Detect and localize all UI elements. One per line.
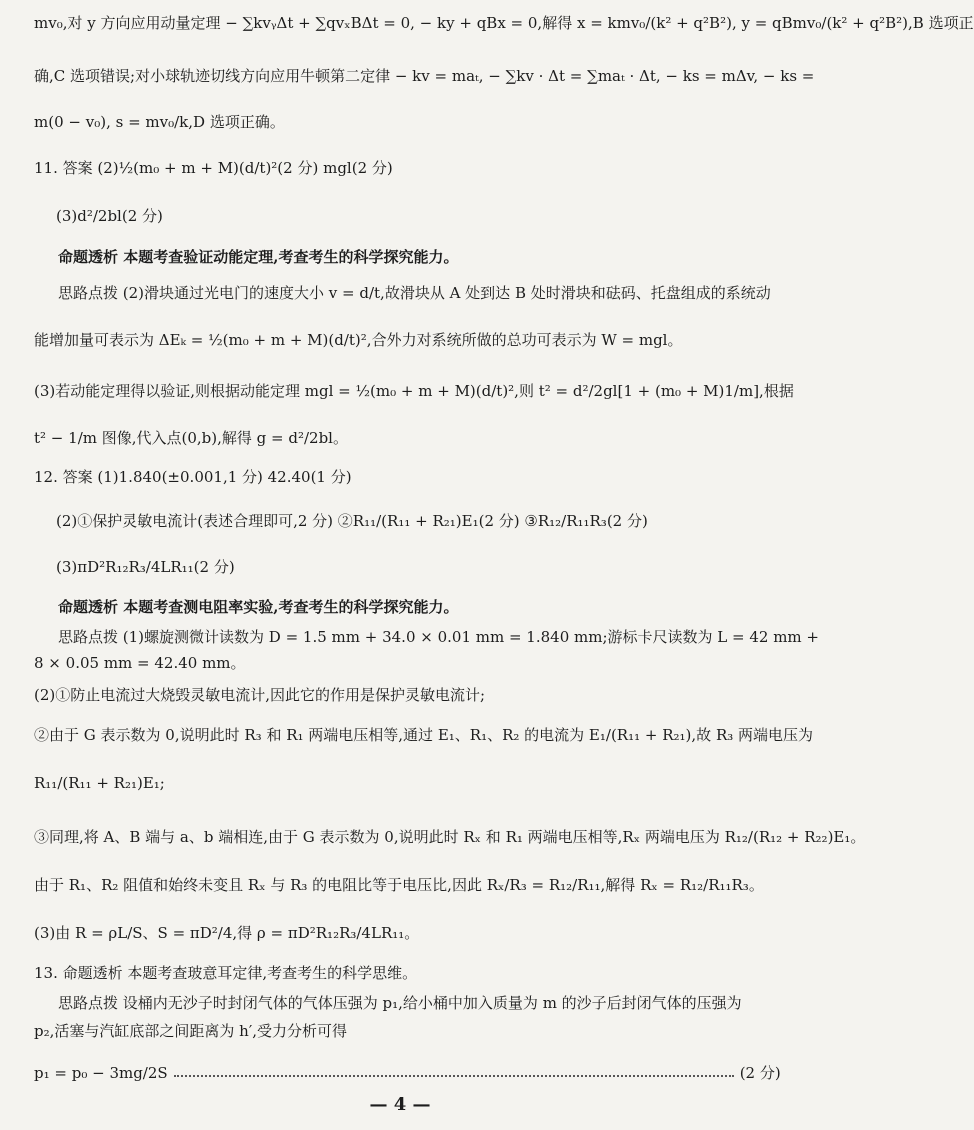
text-line: 8 × 0.05 mm = 42.40 mm。 xyxy=(34,654,246,672)
text-line: ②由于 G 表示数为 0,说明此时 R₃ 和 R₁ 两端电压相等,通过 E₁、R₁、R₂ 的电流为 E₁/(R₁₁ + R₂₁),故 R₃ 两端电压为 xyxy=(34,726,814,744)
text-line: (3)d²/2bl(2 分) xyxy=(56,207,163,225)
text-line: (3)由 R = ρL/S、S = πD²/4,得 ρ = πD²R₁₂R₃/4LR₁₁。 xyxy=(34,924,420,942)
text-line: (2)①保护灵敏电流计(表述合理即可,2 分) ②R₁₁/(R₁₁ + R₂₁)E₁(2 分) ③R₁₂/R₁₁R₃(2 分) xyxy=(56,512,648,530)
hint-line: 思路点拨 (2)滑块通过光电门的速度大小 v = d/t,故滑块从 A 处到达 B 处时滑块和砝码、托盘组成的系统动 xyxy=(58,284,771,302)
hint-line: 思路点拨 设桶内无沙子时封闭气体的气体压强为 p₁,给小桶中加入质量为 m 的沙子后封闭气体的压强为 xyxy=(58,994,742,1012)
text-line: 由于 R₁、R₂ 阻值和始终未变且 Rₓ 与 R₃ 的电阻比等于电压比,因此 Rₓ/R₃ = R₁₂/R₁₁,解得 Rₓ = R₁₂/R₁₁R₃。 xyxy=(34,876,764,894)
answer-12-heading: 12. 答案 (1)1.840(±0.001,1 分) 42.40(1 分) xyxy=(34,468,352,486)
text-line: (2)①防止电流过大烧毁灵敏电流计,因此它的作用是保护灵敏电流计; xyxy=(34,686,486,704)
text-line: (3)πD²R₁₂R₃/4LR₁₁(2 分) xyxy=(56,558,235,576)
equation-line xyxy=(0,1062,834,1084)
score-label: (2 分) xyxy=(739,1064,781,1082)
text-line: ③同理,将 A、B 端与 a、b 端相连,由于 G 表示数为 0,说明此时 Rₓ 和 R₁ 两端电压相等,Rₓ 两端电压为 R₁₂/(R₁₂ + R₂₂)E₁。 xyxy=(34,828,866,846)
text-line: mv₀,对 y 方向应用动量定理 − ∑kvᵧΔt + ∑qvₓBΔt = 0, − ky + qBx = 0,解得 x = kmv₀/(k² + q²B²), y = qBmv₀/(k² + q²B²),B 选项正 xyxy=(34,14,974,32)
text-line: m(0 − v₀), s = mv₀/k,D 选项正确。 xyxy=(34,113,285,131)
analysis-line: 命题透析 本题考查测电阻率实验,考查考生的科学探究能力。 xyxy=(58,598,459,616)
text-line: 确,C 选项错误;对小球轨迹切线方向应用牛顿第二定律 − kv = maₜ, − ∑kv · Δt = ∑maₜ · Δt, − ks = mΔv, − ks = xyxy=(34,67,815,85)
equation-p1: p₁ = p₀ − 3mg/2S xyxy=(34,1064,168,1082)
page-number: — 4 — xyxy=(369,1094,431,1115)
hint-line: 思路点拨 (1)螺旋测微计读数为 D = 1.5 mm + 34.0 × 0.01 mm = 1.840 mm;游标卡尺读数为 L = 42 mm + xyxy=(58,628,819,646)
answer-11-heading: 11. 答案 (2)½(m₀ + m + M)(d/t)²(2 分) mgl(2 分) xyxy=(34,159,393,177)
answer-13-heading: 13. 命题透析 本题考查玻意耳定律,考查考生的科学思维。 xyxy=(34,964,418,982)
text-line: R₁₁/(R₁₁ + R₂₁)E₁; xyxy=(34,774,165,792)
dot-leader xyxy=(174,1071,734,1077)
text-line: t² − 1/m 图像,代入点(0,b),解得 g = d²/2bl。 xyxy=(34,429,348,447)
analysis-line: 命题透析 本题考查验证动能定理,考查考生的科学探究能力。 xyxy=(58,248,459,266)
text-line: p₂,活塞与汽缸底部之间距离为 h′,受力分析可得 xyxy=(34,1022,347,1040)
text-line: (3)若动能定理得以验证,则根据动能定理 mgl = ½(m₀ + m + M)(d/t)²,则 t² = d²/2gl[1 + (m₀ + M)1/m],根据 xyxy=(34,382,794,400)
text-line: 能增加量可表示为 ΔEₖ = ½(m₀ + m + M)(d/t)²,合外力对系统所做的总功可表示为 W = mgl。 xyxy=(34,331,683,349)
